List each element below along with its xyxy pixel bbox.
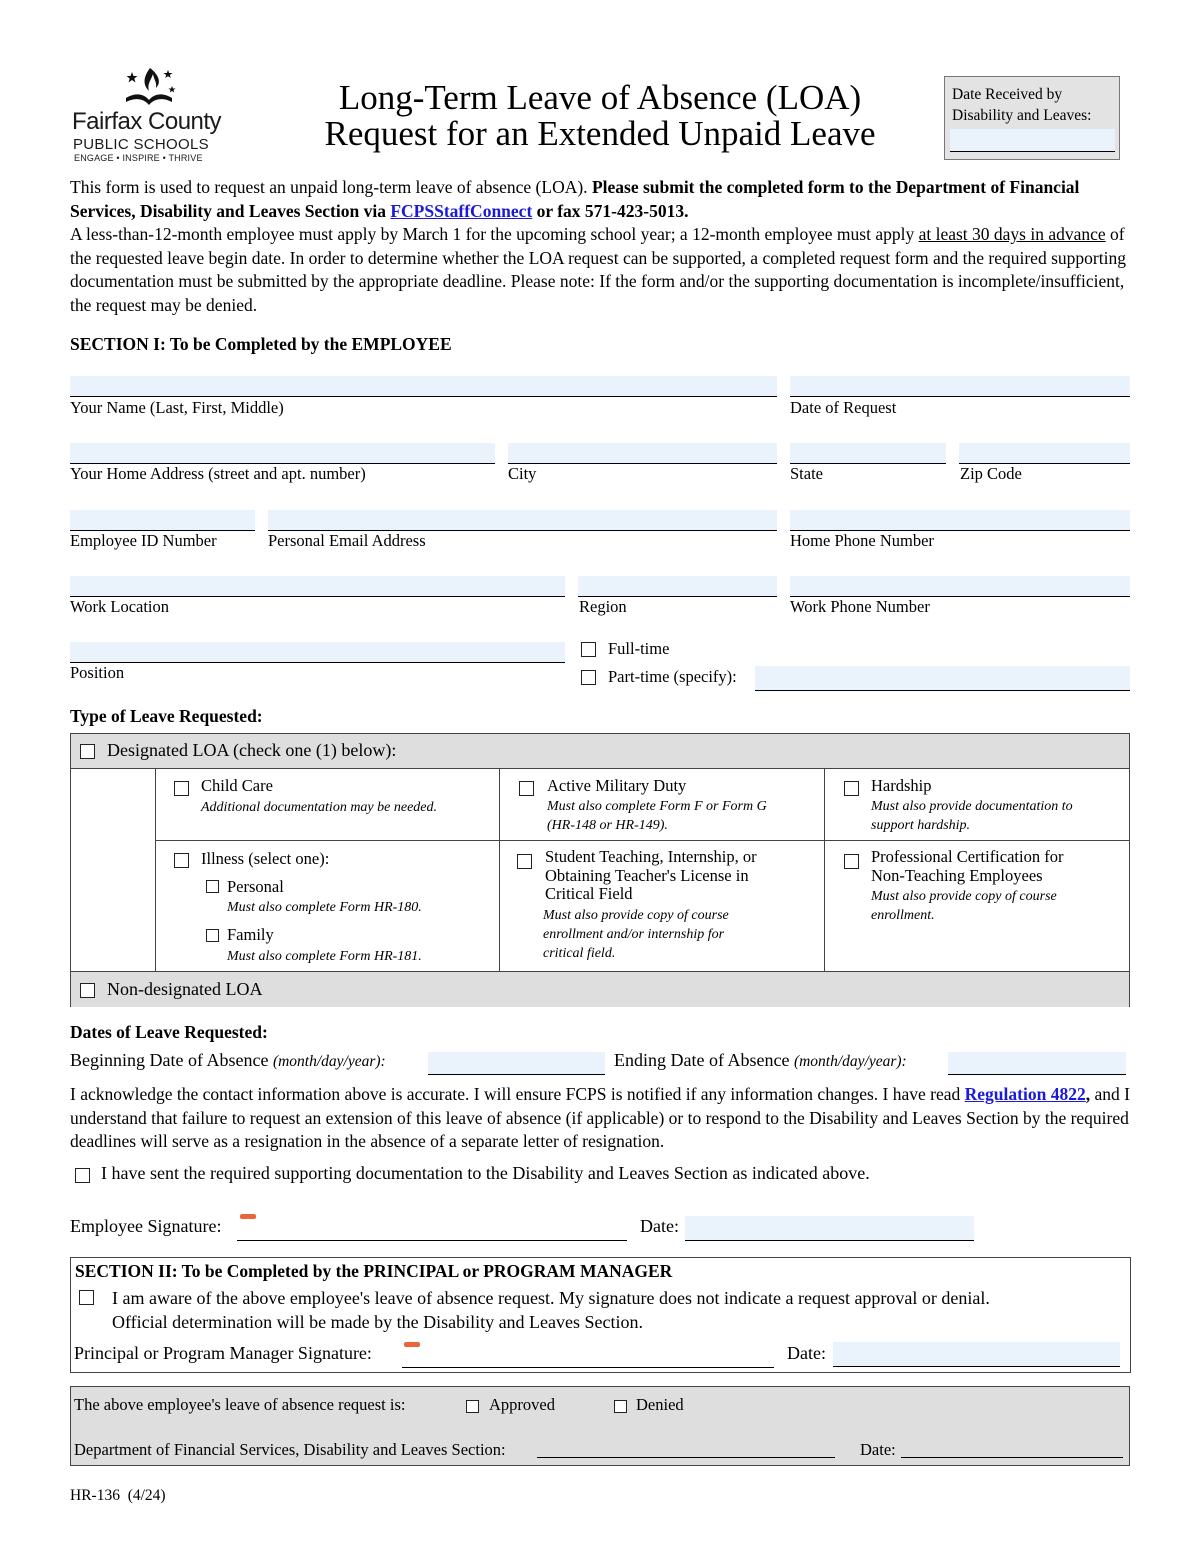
- address-field[interactable]: [70, 443, 495, 464]
- hardship-note: Must also provide documentation to support hardship.: [871, 799, 1073, 833]
- name-field[interactable]: [70, 376, 777, 397]
- illness-checkbox[interactable]: [174, 853, 189, 868]
- position-field[interactable]: [70, 642, 565, 663]
- dept-date-label: Date:: [860, 1440, 896, 1459]
- child-care-note: Additional documentation may be needed.: [201, 800, 437, 815]
- begin-date-label: Beginning Date of Absence (month/day/year):: [70, 1050, 386, 1070]
- aware-checkbox[interactable]: [79, 1290, 94, 1305]
- employee-signature-label: Employee Signature:: [70, 1216, 222, 1236]
- non-designated-row: [71, 971, 1129, 1007]
- personal-note: Must also complete Form HR-180.: [227, 900, 422, 915]
- region-field[interactable]: [578, 576, 777, 597]
- section-2-box: [70, 1257, 1131, 1373]
- position-label: Position: [70, 663, 125, 682]
- dept-date-field[interactable]: [901, 1441, 1123, 1458]
- date-received-box: [944, 76, 1120, 160]
- military-label: Active Military Duty: [547, 776, 687, 795]
- leave-type-table: [70, 733, 1130, 1007]
- principal-date-field[interactable]: [833, 1342, 1120, 1367]
- city-label: City: [508, 464, 537, 483]
- torch-book-icon: [120, 64, 178, 112]
- approved-label: Approved: [489, 1395, 555, 1414]
- full-time-checkbox[interactable]: [581, 642, 596, 657]
- military-checkbox[interactable]: [519, 781, 534, 796]
- aware-text: I am aware of the above employee's leave of absence request. My signature does not indicate a request approval or denial. Official determination will be made by the Disability and Leaves Section.: [112, 1288, 990, 1332]
- office-use-box: [70, 1386, 1130, 1466]
- full-time-label: Full-time: [608, 639, 670, 658]
- hardship-checkbox[interactable]: [844, 781, 859, 796]
- illness-label: Illness (select one):: [201, 849, 330, 868]
- title-line-1: Long-Term Leave of Absence (LOA): [338, 78, 862, 117]
- begin-date-field[interactable]: [428, 1052, 605, 1075]
- date-request-field[interactable]: [790, 376, 1130, 397]
- part-time-label: Part-time (specify):: [608, 667, 737, 686]
- address-label: Your Home Address (street and apt. number): [70, 464, 366, 483]
- zip-field[interactable]: [959, 443, 1130, 464]
- work-phone-label: Work Phone Number: [790, 597, 930, 616]
- title-line-2: Request for an Extended Unpaid Leave: [324, 114, 876, 153]
- hardship-label: Hardship: [871, 776, 932, 795]
- dept-signature-field[interactable]: [537, 1441, 835, 1458]
- date-received-field[interactable]: [950, 129, 1115, 152]
- logo-tagline: ENGAGE • INSPIRE • THRIVE: [74, 153, 203, 163]
- logo-subname: PUBLIC SCHOOLS: [73, 136, 209, 153]
- leave-type-heading: Type of Leave Requested:: [70, 706, 263, 726]
- status-label: The above employee's leave of absence request is:: [74, 1395, 406, 1414]
- student-teaching-label: Student Teaching, Internship, or Obtaining Teacher's License in Critical Field: [545, 847, 757, 903]
- fcps-logo: [72, 64, 232, 164]
- end-date-field[interactable]: [948, 1052, 1126, 1075]
- denied-checkbox[interactable]: [614, 1400, 627, 1413]
- part-time-checkbox[interactable]: [581, 670, 596, 685]
- family-label: Family: [227, 925, 274, 944]
- dept-label: Department of Financial Services, Disability and Leaves Section:: [74, 1440, 506, 1459]
- employee-id-field[interactable]: [70, 510, 255, 531]
- dates-heading: Dates of Leave Requested:: [70, 1022, 268, 1042]
- designated-row: [71, 734, 1129, 769]
- certification-label: Professional Certification for Non-Teaching Employees: [871, 847, 1064, 885]
- certification-checkbox[interactable]: [844, 854, 859, 869]
- student-teaching-note: Must also provide copy of course enrollment and/or internship for critical field.: [543, 908, 729, 961]
- intro-text: This form is used to request an unpaid long-term leave of absence (LOA). Please submit the completed form to the Department of Financial Services, Disability and Leaves Section via FCPSStaffConnect or fax 571-423-5013. A less-than-12-month employee must apply by March 1 for the upcoming school year; a 12-month employee must apply at least 30 days in advance of the requested leave begin date. In order to determine whether the LOA request can be supported, a completed request form and the required supporting documentation must be submitted by the appropriate deadline. Please note: If the form and/or the supporting documentation is incomplete/insufficient, the request may be denied.: [70, 177, 1126, 315]
- work-phone-field[interactable]: [790, 576, 1130, 597]
- work-location-label: Work Location: [70, 597, 170, 616]
- section-2-heading: SECTION II: To be Completed by the PRINCIPAL or PROGRAM MANAGER: [75, 1261, 673, 1281]
- logo-name: Fairfax County: [72, 108, 222, 135]
- employee-id-label: Employee ID Number: [70, 531, 217, 550]
- non-designated-checkbox[interactable]: [80, 983, 95, 998]
- docs-sent-label: I have sent the required supporting documentation to the Disability and Leaves Section as indicated above.: [101, 1163, 870, 1183]
- part-time-field[interactable]: [755, 666, 1130, 691]
- principal-signature-label: Principal or Program Manager Signature:: [74, 1343, 372, 1363]
- state-label: State: [790, 464, 823, 483]
- date-received-label: Date Received by Disability and Leaves:: [952, 86, 1092, 124]
- end-date-label: Ending Date of Absence (month/day/year):: [614, 1050, 907, 1070]
- non-designated-label: Non-designated LOA: [107, 979, 263, 999]
- personal-label: Personal: [227, 877, 284, 896]
- zip-label: Zip Code: [960, 464, 1022, 483]
- state-field[interactable]: [790, 443, 946, 464]
- leave-options-grid: [155, 768, 1130, 971]
- acknowledgement-text: I acknowledge the contact information above is accurate. I will ensure FCPS is notified if any information changes. I have read Regulation 4822, and I understand that failure to request an extension of this leave of absence (if applicable) or to respond to the Disability and Leaves Section by the required deadlines will serve as a resignation in the absence of a separate letter of resignation.: [70, 1084, 1130, 1151]
- military-note: Must also complete Form F or Form G (HR-148 or HR-149).: [547, 799, 767, 833]
- family-checkbox[interactable]: [206, 929, 219, 942]
- principal-date-label: Date:: [787, 1343, 826, 1363]
- designated-label: Designated LOA (check one (1) below):: [107, 740, 397, 760]
- email-label: Personal Email Address: [268, 531, 426, 550]
- home-phone-field[interactable]: [790, 510, 1130, 531]
- page-title: [250, 80, 950, 152]
- home-phone-label: Home Phone Number: [790, 531, 934, 550]
- employee-date-label: Date:: [640, 1216, 679, 1236]
- employee-signature-field[interactable]: [237, 1218, 627, 1241]
- work-location-field[interactable]: [70, 576, 565, 597]
- denied-label: Denied: [636, 1395, 684, 1414]
- region-label: Region: [579, 597, 627, 616]
- section-1-heading: SECTION I: To be Completed by the EMPLOYEE: [70, 334, 452, 354]
- employee-date-field[interactable]: [685, 1216, 974, 1241]
- form-id: HR-136 (4/24): [70, 1487, 166, 1504]
- family-note: Must also complete Form HR-181.: [227, 949, 422, 964]
- docs-sent-checkbox[interactable]: [75, 1168, 90, 1183]
- approved-checkbox[interactable]: [466, 1400, 479, 1413]
- regulation-4822-link[interactable]: Regulation 4822: [964, 1084, 1086, 1104]
- designated-checkbox[interactable]: [80, 744, 95, 759]
- fcps-staff-connect-link[interactable]: FCPSStaffConnect: [390, 200, 533, 221]
- child-care-checkbox[interactable]: [174, 781, 189, 796]
- city-field[interactable]: [508, 443, 777, 464]
- principal-signature-field[interactable]: [402, 1346, 774, 1368]
- personal-checkbox[interactable]: [206, 880, 219, 893]
- student-teaching-checkbox[interactable]: [517, 854, 532, 869]
- email-field[interactable]: [268, 510, 777, 531]
- child-care-label: Child Care: [201, 776, 273, 795]
- name-label: Your Name (Last, First, Middle): [70, 398, 284, 417]
- date-request-label: Date of Request: [790, 398, 897, 417]
- certification-note: Must also provide copy of course enrollment.: [871, 889, 1057, 923]
